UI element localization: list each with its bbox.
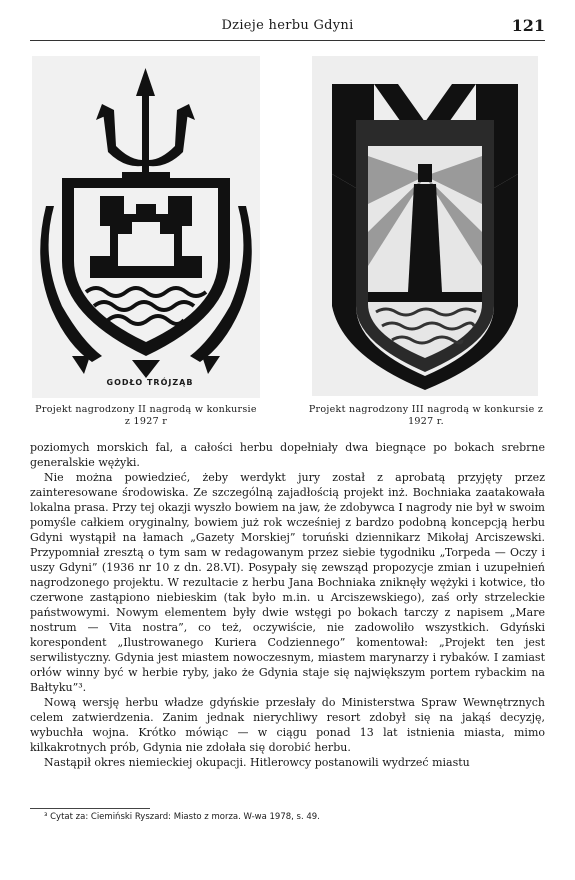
lighthouse-shield-illustration bbox=[312, 56, 538, 396]
running-title: Dzieje herbu Gdyni bbox=[221, 18, 354, 33]
footnote: ³ Cytat za: Ciemiński Ryszard: Miasto z morza. W-wa 1978, s. 49. bbox=[44, 812, 320, 822]
paragraph: Nie można powiedzieć, żeby werdykt jury został z aprobatą przyjęty przez zainteresowane środowiska. Ze szczególną zajadłością projekt inż. Bochniaka zaatakowała lokalna prasa. Przy tej okazji wyszło bowiem na jaw, że zdobywca I nagrody nie był w swoim pomyśle całkiem oryginalny, bowiem już rok wcześniej z bardzo podobną koncepcją herbu Gdyni wystąpił na łamach „Gazety Morskiej” toruński dziennikarz Mikołaj Arciszewski. Przypomniał zresztą o tym sam w redagowanym przez siebie tygodniku „Torpeda — Oczy i uszy Gdyni” (1936 nr 10 z dn. 28.VI). Posypały się zewsząd propozycje zmian i uzupełnień nagrodzonego projektu. W rezultacie z herbu Jana Bochniaka zniknęły wężyki i kotwice, tło czerwone zastąpiono niebieskim (tak było m.in. u Arciszewskiego), zaś orły strzeleckie państwowymi. Nowym elementem były dwie wstęgi po bokach tarczy z napisem „Mare nostrum — Vita nostra”, co też, oczywiście, nie zadowoliło wszystkich. Gdyński korespondent „Ilustrowanego Kuriera Codziennego” komentował: „Projekt ten jest serwilistyczny. Gdynia jest miastem nowoczesnym, miastem marynarzy i rybaków. I zamiast orłów winny być w herbie ryby, jako że Gdynia staje się największym portem rybackim na Bałtyku”³. bbox=[30, 471, 545, 694]
footnote-rule bbox=[30, 808, 150, 809]
figure-caption-right: Projekt nagrodzony III nagrodą w konkursie z 1927 r. bbox=[308, 404, 544, 427]
body-text bbox=[30, 440, 545, 770]
figure-lighthouse-design bbox=[312, 56, 538, 396]
header-rule bbox=[30, 40, 545, 41]
figure-caption-left: Projekt nagrodzony II nagrodą w konkursie z 1927 r bbox=[35, 404, 257, 427]
trident-shield-illustration bbox=[32, 56, 260, 398]
page-header bbox=[30, 18, 545, 40]
paragraph: Nastąpił okres niemieckiej okupacji. Hitlerowcy postanowili wydrzeć miastu bbox=[44, 756, 470, 769]
paragraph: poziomych morskich fal, a całości herbu dopełniały dwa biegnące po bokach srebrne generalskie wężyki. bbox=[30, 441, 545, 469]
page-number: 121 bbox=[511, 16, 545, 35]
figure-signature: GODŁO TRÓJZĄB bbox=[106, 378, 194, 387]
figure-trident-design bbox=[32, 56, 260, 398]
paragraph: Nową wersję herbu władze gdyńskie przesłały do Ministerstwa Spraw Wewnętrznych celem zatwierdzenia. Zanim jednak nierychliwy resort zdobył się na jakąś decyzję, wybuchła wojna. Krótko mówiąc — w ciągu ponad 13 lat istnienia miasta, mimo kilkakrotnych prób, Gdynia nie zdołała się dorobić herbu. bbox=[30, 696, 545, 754]
